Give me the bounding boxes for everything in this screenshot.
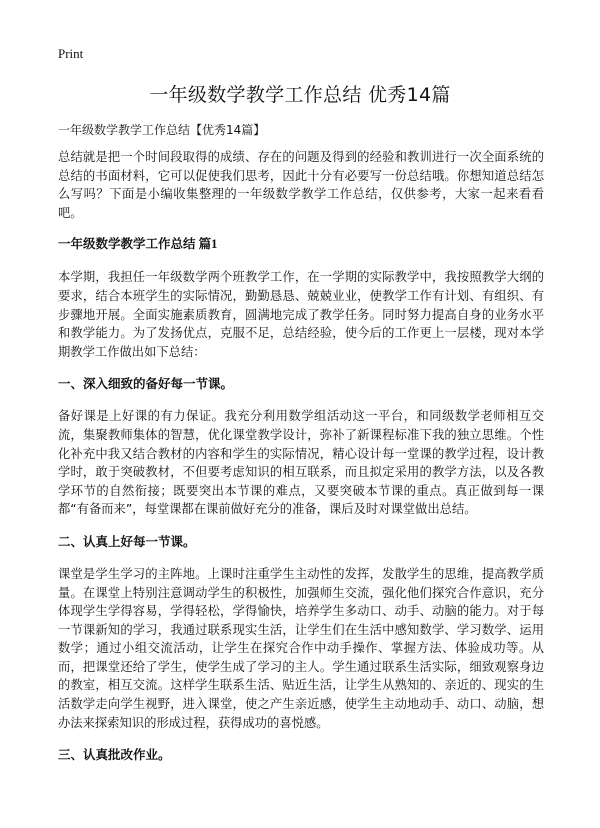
print-link[interactable]: Print xyxy=(58,46,84,61)
document-body xyxy=(58,148,544,778)
part-2-paragraph: 课堂是学生学习的主阵地。上课时注重学生主动性的发挥，发散学生的思维，提高教学质量。在课堂上特别注意调动学生的积极性，加强师生交流，强化他们探究合作意识，充分体现学生学得容易，学得轻松，学得愉快，培养学生多动口、动手、动脑的能力。对于每一节课新知的学习，我通过联系现实生活，让学生们在生活中感知数学、学习数学、运用数学；通过小组交流活动，让学生在探究合作中动手操作、掌握方法、体验成功等。从而，把课堂还给了学生，使学生成了学习的主人。学生通过联系生活实际，细致观察身边的教室，相互交流。这样学生联系生活、贴近生活，让学生从熟知的、亲近的、现实的生活数学走向学生视野，进入课堂，使之产生亲近感，使学生主动地动手、动口、动脑，想办法来探索知识的形成过程，获得成功的喜悦感。 xyxy=(58,566,544,730)
part-heading-3: 三、认真批改作业。 xyxy=(58,747,171,763)
part-1-paragraph: 备好课是上好课的有力保证。我充分利用数学组活动这一平台，和同级数学老师相互交流，集聚教师集体的智慧，优化课堂教学设计，弥补了新课程标准下我的独立思维。个性化补充中我又结合教材的内容和学生的实际情况，精心设计每一堂课的教学过程，设计教学时，敢于突破教材，不但要考虑知识的相互联系，而且拟定采用的教学方法，以及各教学环节的自然衔接；既要突出本节课的难点，又要突破本节课的重点。真正做到每一课都“有备而来”，每堂课都在课前做好充分的准备，课后及时对课堂做出总结。 xyxy=(58,409,544,517)
document-subtitle: 一年级数学教学工作总结【优秀14篇】 xyxy=(58,123,266,137)
section-1-paragraph: 本学期，我担任一年级数学两个班教学工作，在一学期的实际教学中，我按照教学大纲的要求，结合本班学生的实际情况，勤勤恳恳、兢兢业业，使教学工作有计划、有组织、有步骤地开展。全面实施素质教育，圆满地完成了教学任务。同时努力提高自身的业务水平和教学能力。为了发扬优点，克服不足，总结经验，使今后的工作更上一层楼，现对本学期教学工作做出如下总结： xyxy=(58,270,544,359)
part-heading-2: 二、认真上好每一节课。 xyxy=(58,533,196,549)
document-title: 一年级数学教学工作总结 优秀14篇 xyxy=(149,84,451,106)
section-heading-1: 一年级数学教学工作总结 篇1 xyxy=(58,237,218,252)
part-heading-1: 一、深入细致的备好每一节课。 xyxy=(58,376,234,392)
intro-paragraph: 总结就是把一个时间段取得的成绩、存在的问题及得到的经验和教训进行一次全面系统的总结的书面材料，它可以促使我们思考，因此十分有必要写一份总结哦。你想知道总结怎么写吗？下面是小编收集整理的一年级数学教学工作总结，仅供参考，大家一起来看看吧。 xyxy=(58,150,544,220)
